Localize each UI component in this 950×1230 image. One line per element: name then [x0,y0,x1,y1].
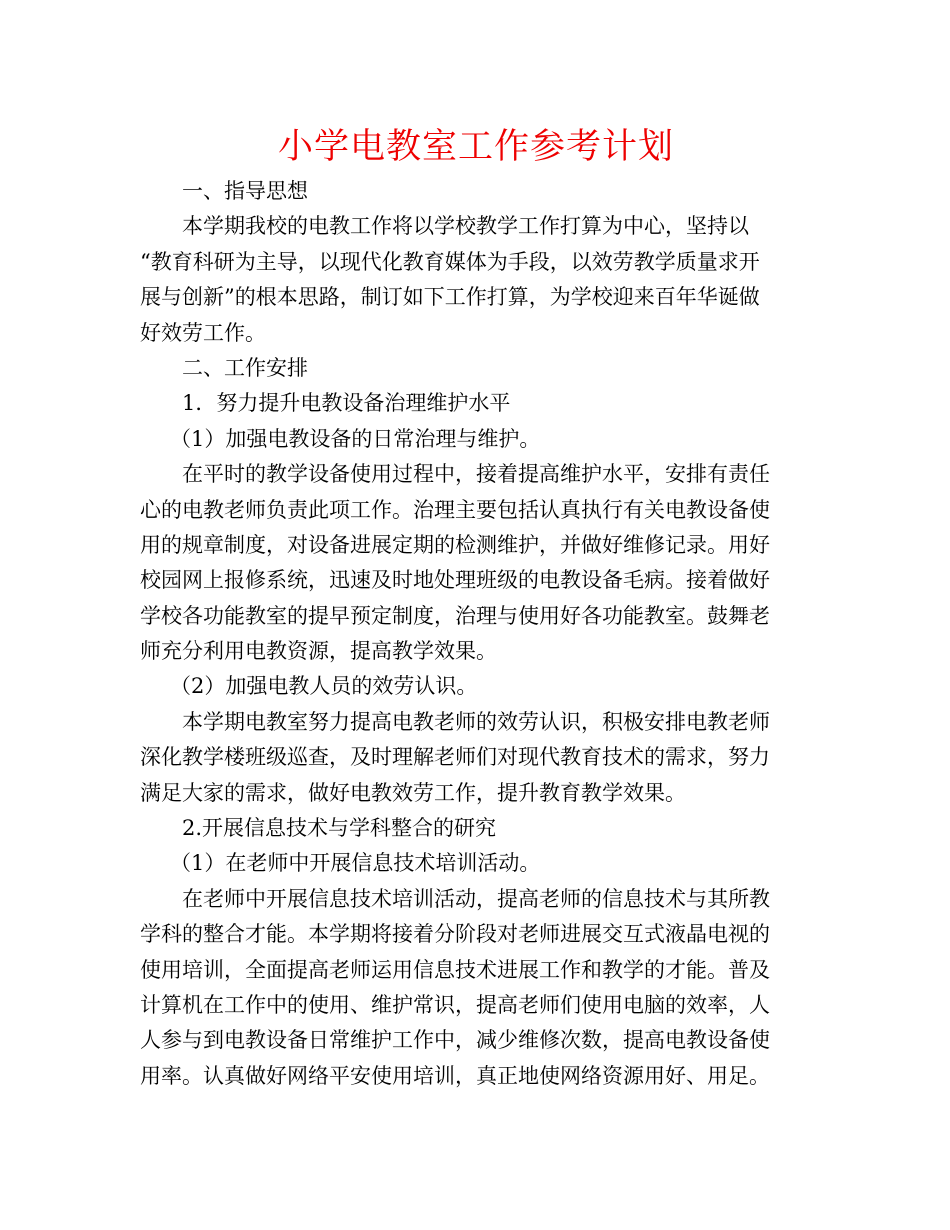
text-line: 学校各功能教室的提早预定制度，治理与使用好各功能教室。鼓舞老 [140,603,770,628]
document-page [140,120,812,1094]
text-line: （2）加强电教人员的效劳认识。 [170,674,478,699]
document-title: 小学电教室工作参考计划 [277,127,674,167]
text-line: 本学期电教室努力提高电教老师的效劳认识，积极安排电教老师 [182,709,770,734]
text-line: （1）加强电教设备的日常治理与维护。 [170,426,541,451]
text-line: 一、指导思想 [182,179,308,203]
text-line: 师充分利用电教资源，提高教学效果。 [140,639,497,664]
text-line: 人参与到电教设备日常维护工作中，减少维修次数，提高电教设备使 [140,1028,770,1053]
text-line: 深化教学楼班级巡查，及时理解老师们对现代教育技术的需求，努力 [140,745,770,770]
text-line: 好效劳工作。 [140,320,266,345]
text-line: 本学期我校的电教工作将以学校教学工作打算为中心，坚持以 [182,214,749,239]
text-line: 在老师中开展信息技术培训活动，提高老师的信息技术与其所教 [182,886,770,911]
text-line: 1．努力提升电教设备治理维护水平 [182,391,511,416]
text-line: 二、工作安排 [182,355,308,380]
text-line: 计算机在工作中的使用、维护常识，提高老师们使用电脑的效率，人 [140,992,770,1017]
text-line: 在平时的教学设备使用过程中，接着提高维护水平，安排有责任 [182,462,770,487]
text-line: 学科的整合才能。本学期将接着分阶段对老师进展交互式液晶电视的 [140,922,770,947]
text-line: 展与创新”的根本思路，制订如下工作打算，为学校迎来百年华诞做 [140,285,760,310]
text-line: 校园网上报修系统，迅速及时地处理班级的电教设备毛病。接着做好 [140,568,770,593]
text-line: 用率。认真做好网络平安使用培训，真正地使网络资源用好、用足。 [140,1063,770,1088]
text-line: 满足大家的需求，做好电教效劳工作，提升教育教学效果。 [140,780,686,805]
text-line: 2.开展信息技术与学科整合的研究 [182,816,497,841]
text-line: 心的电教老师负责此项工作。治理主要包括认真执行有关电教设备使 [140,497,770,522]
text-line: 使用培训，全面提高老师运用信息技术进展工作和教学的才能。普及 [140,957,770,982]
text-line: “教育科研为主导，以现代化教育媒体为手段，以效劳教学质量求开 [140,249,760,274]
document-body [140,174,812,1094]
text-line: （1）在老师中开展信息技术培训活动。 [170,851,541,876]
text-line: 用的规章制度，对设备进展定期的检测维护，并做好维修记录。用好 [140,532,770,557]
